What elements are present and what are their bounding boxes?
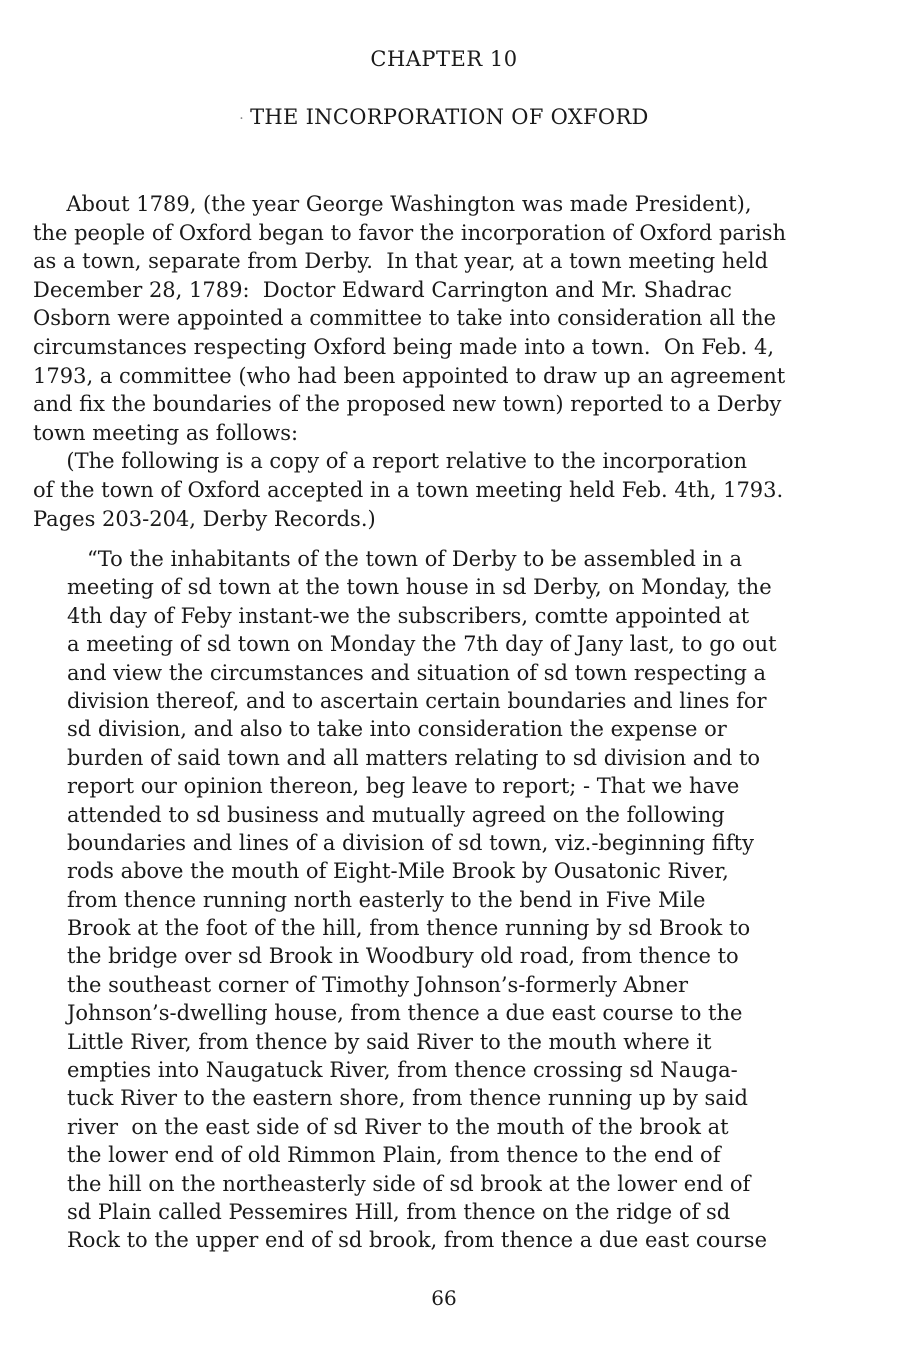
intro-text-line: December 28, 1789: Doctor Edward Carrington and Mr. Shadrac — [33, 277, 732, 302]
quote-text-line: report our opinion thereon, beg leave to report; - That we have — [67, 774, 740, 799]
stray-mark-icon: · — [239, 110, 245, 127]
quote-text-line: river on the east side of sd River to the mouth of the brook at — [67, 1114, 729, 1139]
intro-text-line: the people of Oxford began to favor the incorporation of Oxford parish — [33, 220, 787, 245]
quote-text-line: attended to sd business and mutually agreed on the following — [67, 802, 725, 827]
intro-text-line: Osborn were appointed a committee to take into consideration all the — [33, 306, 777, 331]
quote-text-line: burden of said town and all matters relating to sd division and to — [67, 745, 761, 770]
quote-text-line: Brook at the foot of the hill, from thence running by sd Brook to — [67, 916, 751, 941]
quote-text-line: 4th day of Feby instant-we the subscribers, comtte appointed at — [67, 603, 750, 628]
quote-text-line: the southeast corner of Timothy Johnson’s-formerly Abner — [67, 972, 689, 997]
quote-text-line: the hill on the northeasterly side of sd brook at the lower end of — [67, 1171, 751, 1196]
intro-text-line: About 1789, (the year George Washington was made President), — [33, 192, 752, 216]
quote-text-line: empties into Naugatuck River, from thence crossing sd Nauga- — [67, 1058, 738, 1083]
quote-text-line: division thereof, and to ascertain certain boundaries and lines for — [67, 688, 767, 713]
chapter-label: CHAPTER 10 — [370, 47, 518, 71]
quote-text-line: Johnson’s-dwelling house, from thence a due east course to the — [67, 1001, 743, 1026]
quote-text-line: sd Plain called Pessemires Hill, from thence on the ridge of sd — [67, 1199, 731, 1224]
quoted-report — [67, 545, 867, 1255]
page-number: 66 — [431, 1286, 457, 1310]
quote-text-line: Rock to the upper end of sd brook, from thence a due east course — [67, 1228, 767, 1253]
quote-text-line: rods above the mouth of Eight-Mile Brook by Ousatonic River, — [67, 859, 729, 884]
quote-text-line: the lower end of old Rimmon Plain, from thence to the end of — [67, 1143, 721, 1168]
intro-text-line: 1793, a committee (who had been appointed to draw up an agreement — [33, 363, 786, 388]
quote-text-line: and view the circumstances and situation of sd town respecting a — [67, 660, 767, 685]
intro-text-line: circumstances respecting Oxford being made into a town. On Feb. 4, — [33, 334, 775, 359]
intro-text-line: town meeting as follows: — [33, 420, 299, 445]
quote-text-line: tuck River to the eastern shore, from thence running up by said — [67, 1086, 748, 1111]
quote-text-line: Little River, from thence by said River to the mouth where it — [67, 1029, 712, 1054]
quote-text-line: meeting of sd town at the town house in sd Derby, on Monday, the — [67, 575, 772, 600]
intro-text-line: as a town, separate from Derby. In that year, at a town meeting held — [33, 249, 769, 274]
quote-text-line: the bridge over sd Brook in Woodbury old road, from thence to — [67, 944, 739, 969]
quote-text-line: boundaries and lines of a division of sd town, viz.-beginning fifty — [67, 830, 754, 855]
quote-text-line: “To the inhabitants of the town of Derby to be assembled in a — [67, 547, 742, 571]
intro-text-line: of the town of Oxford accepted in a town meeting held Feb. 4th, 1793. — [33, 477, 784, 502]
chapter-title: THE INCORPORATION OF OXFORD — [250, 105, 649, 129]
quote-text-line: from thence running north easterly to the bend in Five Mile — [67, 887, 706, 912]
intro-text-line: (The following is a copy of a report relative to the incorporation — [33, 449, 748, 474]
quote-text-line: a meeting of sd town on Monday the 7th day of Jany last, to go out — [67, 632, 777, 657]
intro-paragraphs — [33, 190, 878, 533]
quote-text-line: sd division, and also to take into consideration the expense or — [67, 717, 727, 742]
intro-text-line: Pages 203-204, Derby Records.) — [33, 506, 376, 531]
intro-text-line: and fix the boundaries of the proposed new town) reported to a Derby — [33, 392, 782, 417]
chapter-title-heading — [0, 105, 888, 129]
